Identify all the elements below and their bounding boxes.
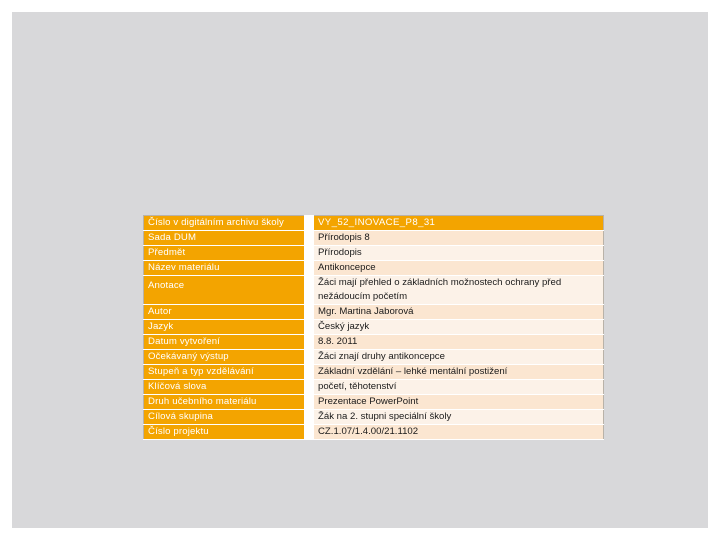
row-value: Mgr. Martina Jaborová [309, 305, 604, 320]
row-value: Český jazyk [309, 320, 604, 335]
row-value: 8.8. 2011 [309, 335, 604, 350]
table-row [144, 410, 604, 425]
table-row [144, 350, 604, 365]
row-value: Přírodopis [309, 246, 604, 261]
row-label: Stupeň a typ vzdělávání [144, 365, 310, 380]
row-label: Předmět [144, 246, 310, 261]
row-value: Antikoncepce [309, 261, 604, 276]
row-value: CZ.1.07/1.4.00/21.1102 [309, 425, 604, 440]
row-value: VY_52_INOVACE_P8_31 [309, 216, 604, 231]
row-label: Cílová skupina [144, 410, 310, 425]
row-label: Číslo v digitálním archivu školy [144, 216, 310, 231]
row-label: Sada DUM [144, 231, 310, 246]
slide [12, 12, 708, 528]
table-row [144, 365, 604, 380]
row-label: Anotace [144, 276, 310, 305]
table-row [144, 276, 604, 305]
table-row [144, 246, 604, 261]
row-label: Jazyk [144, 320, 310, 335]
table-row [144, 320, 604, 335]
table-row [144, 261, 604, 276]
row-label: Číslo projektu [144, 425, 310, 440]
table-row [144, 425, 604, 440]
row-label: Očekávaný výstup [144, 350, 310, 365]
row-label: Autor [144, 305, 310, 320]
row-value: Žák na 2. stupni speciální školy [309, 410, 604, 425]
row-label: Klíčová slova [144, 380, 310, 395]
row-value: Základní vzdělání – lehké mentální postižení [309, 365, 604, 380]
row-value: Žáci znají druhy antikoncepce [309, 350, 604, 365]
row-label: Název materiálu [144, 261, 310, 276]
row-label: Druh učebního materiálu [144, 395, 310, 410]
table-row [144, 231, 604, 246]
table-row [144, 216, 604, 231]
row-value: Prezentace PowerPoint [309, 395, 604, 410]
table-row [144, 380, 604, 395]
row-value: Žáci mají přehled o základních možnostech ochrany před nežádoucím početím [309, 276, 604, 305]
row-value: početí, těhotenství [309, 380, 604, 395]
table-row [144, 305, 604, 320]
row-label: Datum vytvoření [144, 335, 310, 350]
row-value: Přírodopis 8 [309, 231, 604, 246]
metadata-table [143, 215, 604, 440]
table-row [144, 395, 604, 410]
table-row [144, 335, 604, 350]
